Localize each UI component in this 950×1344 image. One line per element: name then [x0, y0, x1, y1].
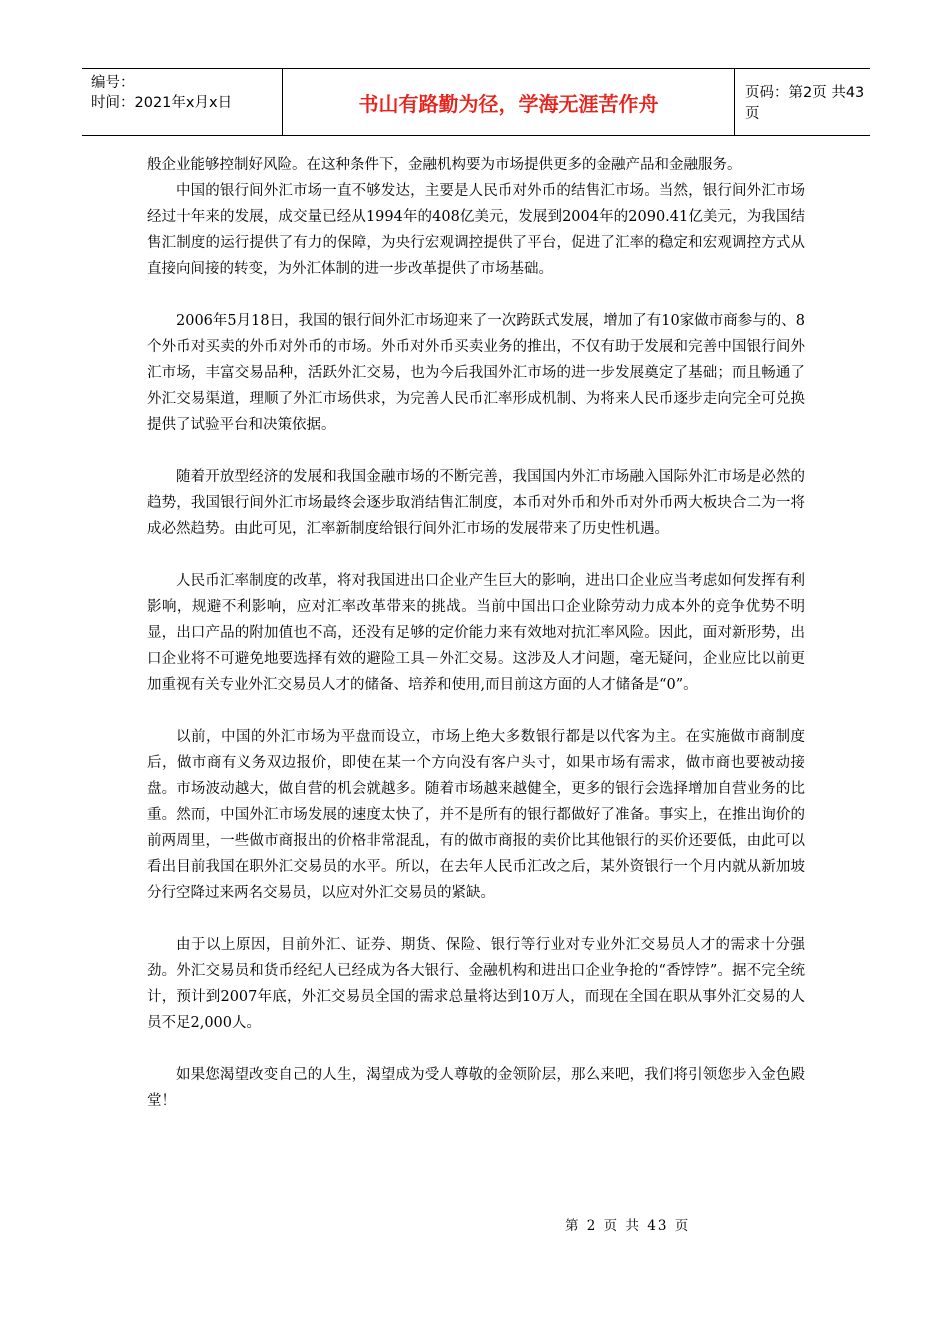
paragraph-gap: [147, 906, 805, 932]
paragraph-gap: [147, 438, 805, 464]
paragraph-gap: [147, 542, 805, 568]
paragraph-gap: [147, 1036, 805, 1062]
document-number-label: 编号：: [91, 75, 135, 91]
document-body: [147, 152, 805, 1114]
paragraph-5: 人民币汇率制度的改革，将对我国进出口企业产生巨大的影响，进出口企业应当考虑如何发挥有利影响，规避不利影响，应对汇率改革带来的挑战。当前中国出口企业除劳动力成本外的竞争优势不明显，出口产品的附加值也不高，还没有足够的定价能力来有效地对抗汇率风险。因此，面对新形势，出口企业将不可避免地要选择有效的避险工具－外汇交易。这涉及人才问题，毫无疑问，企业应比以前更加重视有关专业外汇交易员人才的储备、培养和使用,而目前这方面的人才储备是“0”。: [147, 573, 805, 693]
paragraph-3: 2006年5月18日，我国的银行间外汇市场迎来了一次跨跃式发展，增加了有10家做市商参与的、8个外币对买卖的外币对外币的市场。外币对外币买卖业务的推出，不仅有助于发展和完善中国银行间外汇市场，丰富交易品种，活跃外汇交易，也为今后我国外汇市场的进一步发展奠定了基础；而且畅通了外汇交易渠道，理顺了外汇市场供求，为完善人民币汇率形成机制、为将来人民币逐步走向完全可兑换提供了试验平台和决策依据。: [147, 313, 805, 433]
header-motto: 书山有路勤为径，学海无涯苦作舟: [282, 69, 735, 135]
paragraph-4: 随着开放型经济的发展和我国金融市场的不断完善，我国国内外汇市场融入国际外汇市场是必然的趋势，我国银行间外汇市场最终会逐步取消结售汇制度，本币对外币和外币对外币两大板块合二为一将成必然趋势。由此可见，汇率新制度给银行间外汇市场的发展带来了历史性机遇。: [147, 469, 805, 537]
footer-page-number: 第 2 页 共 43 页: [565, 1218, 691, 1234]
document-date-label: 时间：2021年x月x日: [91, 95, 233, 111]
paragraph-7: 由于以上原因，目前外汇、证券、期货、保险、银行等行业对专业外汇交易员人才的需求十分强劲。外汇交易员和货币经纪人已经成为各大银行、金融机构和进出口企业争抢的“香饽饽”。据不完全统计，预计到2007年底，外汇交易员全国的需求总量将达到10万人，而现在全国在职从事外汇交易的人员不足2,000人。: [147, 937, 805, 1031]
paragraph-gap: [147, 698, 805, 724]
header-meta: [82, 69, 282, 135]
page-header: [82, 68, 870, 136]
paragraph-2: 中国的银行间外汇市场一直不够发达，主要是人民币对外币的结售汇市场。当然，银行间外汇市场经过十年来的发展，成交量已经从1994年的408亿美元，发展到2004年的2090.41亿美元，为我国结售汇制度的运行提供了有力的保障，为央行宏观调控提供了平台，促进了汇率的稳定和宏观调控方式从直接向间接的转变，为外汇体制的进一步改革提供了市场基础。: [147, 183, 805, 277]
page-footer: [0, 1214, 950, 1234]
paragraph-6: 以前，中国的外汇市场为平盘而设立，市场上绝大多数银行都是以代客为主。在实施做市商制度后，做市商有义务双边报价，即使在某一个方向没有客户头寸，如果市场有需求，做市商也要被动接盘。市场波动越大，做自营的机会就越多。随着市场越来越健全，更多的银行会选择增加自营业务的比重。然而，中国外汇市场发展的速度太快了，并不是所有的银行都做好了准备。事实上，在推出询价的前两周里，一些做市商报出的价格非常混乱，有的做市商报的卖价比其他银行的买价还要低，由此可以看出目前我国在职外汇交易员的水平。所以，在去年人民币汇改之后，某外资银行一个月内就从新加坡分行空降过来两名交易员，以应对外汇交易员的紧缺。: [147, 729, 805, 901]
paragraph-1: 般企业能够控制好风险。在这种条件下，金融机构要为市场提供更多的金融产品和金融服务。: [147, 157, 742, 173]
paragraph-8: 如果您渴望改变自己的人生，渴望成为受人尊敬的金领阶层，那么来吧，我们将引领您步入金色殿堂！: [147, 1067, 805, 1109]
header-page-number: 页码：第2页 共43页: [745, 85, 865, 122]
paragraph-gap: [147, 282, 805, 308]
